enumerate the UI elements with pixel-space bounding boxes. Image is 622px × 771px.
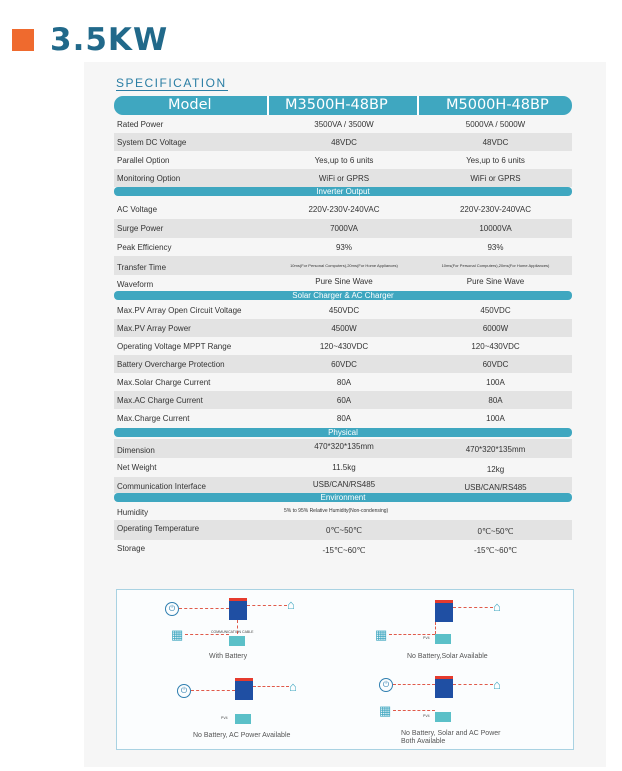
row-value-1: 10ms(For Personal Computers),20ms(For Home Appliances) bbox=[290, 263, 398, 268]
table-row bbox=[114, 275, 572, 291]
connection-line bbox=[253, 686, 289, 687]
connection-line bbox=[453, 684, 493, 685]
inverter-icon bbox=[435, 600, 453, 622]
connection-line bbox=[435, 622, 436, 634]
connection-line bbox=[185, 634, 229, 635]
table-row bbox=[114, 477, 572, 493]
section-bar-environment: Environment bbox=[114, 493, 572, 502]
row-value-1: 120~430VDC bbox=[319, 342, 369, 351]
header-model-2: M5000H-48BP bbox=[446, 97, 549, 113]
row-label: AC Voltage bbox=[117, 205, 158, 214]
connection-line bbox=[389, 634, 435, 635]
diagram-caption: Both Available bbox=[401, 738, 446, 745]
row-value-1: 470*320*135mm bbox=[314, 442, 374, 451]
row-value-1: 7000VA bbox=[330, 224, 358, 233]
connection-line bbox=[393, 684, 435, 685]
table-row bbox=[114, 256, 572, 275]
row-label: Max.AC Charge Current bbox=[117, 396, 203, 405]
row-value-2: 450VDC bbox=[480, 306, 511, 315]
table-row bbox=[114, 439, 572, 458]
row-value-2: 48VDC bbox=[482, 138, 509, 147]
row-value-2: 93% bbox=[487, 243, 504, 252]
connection-line bbox=[247, 605, 287, 606]
row-label: Dimension bbox=[117, 446, 155, 455]
row-value-2: Yes,up to 6 units bbox=[466, 156, 525, 165]
house-icon: ⌂ bbox=[493, 599, 501, 614]
row-value-2: 120~430VDC bbox=[471, 342, 520, 351]
solar-panel-icon: ▦ bbox=[379, 703, 392, 718]
row-label: Storage bbox=[117, 544, 146, 553]
row-value-2: USB/CAN/RS485 bbox=[464, 483, 527, 492]
table-row bbox=[114, 520, 572, 540]
row-value-2: 100A bbox=[486, 378, 505, 387]
title-square-icon bbox=[12, 29, 34, 51]
table-row bbox=[114, 133, 572, 151]
house-icon: ⌂ bbox=[289, 679, 297, 694]
connection-line bbox=[453, 607, 493, 608]
row-label: Rated Power bbox=[117, 120, 164, 129]
diagram-caption: No Battery, AC Power Available bbox=[193, 732, 291, 739]
row-value-span: 5% to 95% Relative Humidity(Non-condensing) bbox=[284, 508, 389, 514]
diagram-caption: With Battery bbox=[209, 653, 248, 660]
plug-icon: ⏻ bbox=[379, 678, 393, 692]
header-model-1: M3500H-48BP bbox=[285, 97, 388, 113]
row-value-2: 12kg bbox=[486, 465, 505, 474]
connection-line bbox=[191, 690, 235, 691]
pv-tag: PV4 bbox=[423, 714, 430, 718]
table-row bbox=[114, 373, 572, 391]
table-row bbox=[114, 458, 572, 477]
spec-label: SPECIFICATION bbox=[116, 76, 227, 90]
table-row bbox=[114, 200, 572, 219]
row-value-1: 48VDC bbox=[331, 138, 357, 147]
section-bar-inverter: Inverter Output bbox=[114, 187, 572, 196]
row-label: Monitoring Option bbox=[117, 174, 181, 183]
row-label: Operating Temperature bbox=[117, 524, 200, 533]
header-model: Model bbox=[168, 97, 212, 113]
diagram-caption: No Battery, Solar and AC Power bbox=[401, 730, 501, 737]
row-value-1: 11.5kg bbox=[332, 463, 356, 472]
row-value-1: -15℃~60℃ bbox=[322, 546, 366, 555]
row-label: Parallel Option bbox=[117, 156, 170, 165]
row-label: Communication Interface bbox=[117, 482, 206, 491]
table-row bbox=[114, 337, 572, 355]
battery-icon bbox=[435, 634, 451, 644]
header-separator bbox=[417, 96, 419, 115]
inverter-icon bbox=[229, 598, 247, 620]
row-value-2: 100A bbox=[486, 414, 505, 423]
row-label: Transfer Time bbox=[117, 263, 167, 272]
connection-line bbox=[393, 710, 435, 711]
house-icon: ⌂ bbox=[287, 597, 295, 612]
row-value-2: -15℃~60℃ bbox=[473, 546, 518, 555]
row-label: Humidity bbox=[117, 508, 149, 517]
table-header bbox=[114, 96, 572, 115]
section-bar-charger: Solar Charger & AC Charger bbox=[114, 291, 572, 300]
row-value-2: 5000VA / 5000W bbox=[465, 120, 526, 129]
row-value-1: Pure Sine Wave bbox=[315, 277, 373, 286]
row-label: Peak Efficiency bbox=[117, 243, 172, 252]
row-label: Max.Charge Current bbox=[117, 414, 190, 423]
row-value-2: 10ms(For Personal Computers),20ms(For Home Appliances) bbox=[441, 263, 550, 268]
row-value-2: WiFi or GPRS bbox=[470, 174, 521, 183]
row-label: Max.PV Array Open Circuit Voltage bbox=[117, 306, 242, 315]
row-value-2: 220V-230V-240VAC bbox=[459, 205, 531, 214]
house-icon: ⌂ bbox=[493, 677, 501, 692]
section-bar-physical: Physical bbox=[114, 428, 572, 437]
row-value-1: USB/CAN/RS485 bbox=[312, 480, 376, 489]
row-label: Surge Power bbox=[117, 224, 164, 233]
title-row bbox=[12, 22, 168, 58]
table-row bbox=[114, 409, 572, 427]
pv-tag: PV4 bbox=[221, 716, 228, 720]
plug-icon: ⏻ bbox=[177, 684, 191, 698]
row-value-1: 60A bbox=[336, 396, 352, 405]
diagram-caption: No Battery,Solar Available bbox=[407, 653, 488, 660]
table-row bbox=[114, 540, 572, 558]
row-label: Net Weight bbox=[117, 463, 157, 472]
row-value-1: 80A bbox=[336, 378, 352, 387]
row-label: Max.Solar Charge Current bbox=[117, 378, 211, 387]
row-value-1: 3500VA / 3500W bbox=[314, 120, 374, 129]
table-row bbox=[114, 238, 572, 256]
row-value-2: 80A bbox=[488, 396, 503, 405]
table-row bbox=[114, 319, 572, 337]
solar-panel-icon: ▦ bbox=[375, 627, 388, 642]
row-label: Battery Overcharge Protection bbox=[117, 360, 225, 369]
row-value-1: 60VDC bbox=[331, 360, 357, 369]
battery-icon bbox=[235, 714, 251, 724]
inverter-icon bbox=[235, 678, 253, 700]
table-row bbox=[114, 391, 572, 409]
row-value-2: 60VDC bbox=[482, 360, 509, 369]
connection-line bbox=[179, 608, 229, 609]
solar-panel-icon: ▦ bbox=[171, 627, 184, 642]
row-value-1: 80A bbox=[336, 414, 352, 423]
row-value-1: WiFi or GPRS bbox=[318, 174, 370, 183]
application-diagrams bbox=[116, 589, 574, 750]
row-label: System DC Voltage bbox=[117, 138, 187, 147]
battery-icon bbox=[435, 712, 451, 722]
row-value-2: 6000W bbox=[482, 324, 509, 333]
row-value-1: 450VDC bbox=[328, 306, 360, 315]
table-row bbox=[114, 151, 572, 169]
row-value-2: 0℃~50℃ bbox=[477, 527, 514, 536]
row-value-2: 470*320*135mm bbox=[465, 445, 526, 454]
row-label: Waveform bbox=[117, 280, 154, 289]
battery-icon bbox=[229, 636, 245, 646]
row-label: Operating Voltage MPPT Range bbox=[117, 342, 232, 351]
row-value-1: 4500W bbox=[331, 324, 357, 333]
row-value-2: 10000VA bbox=[479, 224, 512, 233]
row-value-1: 93% bbox=[335, 243, 352, 252]
table-row bbox=[114, 355, 572, 373]
pv-tag: PV4 bbox=[423, 636, 430, 640]
table-row bbox=[114, 503, 572, 520]
row-label: Max.PV Array Power bbox=[117, 324, 191, 333]
plug-icon: ⏻ bbox=[165, 602, 179, 616]
row-value-2: Pure Sine Wave bbox=[466, 277, 525, 286]
spec-underline bbox=[116, 90, 228, 91]
page-title: 3.5KW bbox=[50, 22, 169, 58]
table-row bbox=[114, 115, 572, 133]
row-value-1: Yes,up to 6 units bbox=[314, 156, 374, 165]
row-value-1: 220V-230V-240VAC bbox=[308, 205, 380, 214]
table-row bbox=[114, 219, 572, 238]
table-row bbox=[114, 301, 572, 319]
cable-tag: COMMUNICATION CABLE bbox=[211, 630, 254, 634]
table-row bbox=[114, 169, 572, 187]
header-separator bbox=[267, 96, 269, 115]
row-value-1: 0℃~50℃ bbox=[326, 526, 362, 535]
inverter-icon bbox=[435, 676, 453, 698]
